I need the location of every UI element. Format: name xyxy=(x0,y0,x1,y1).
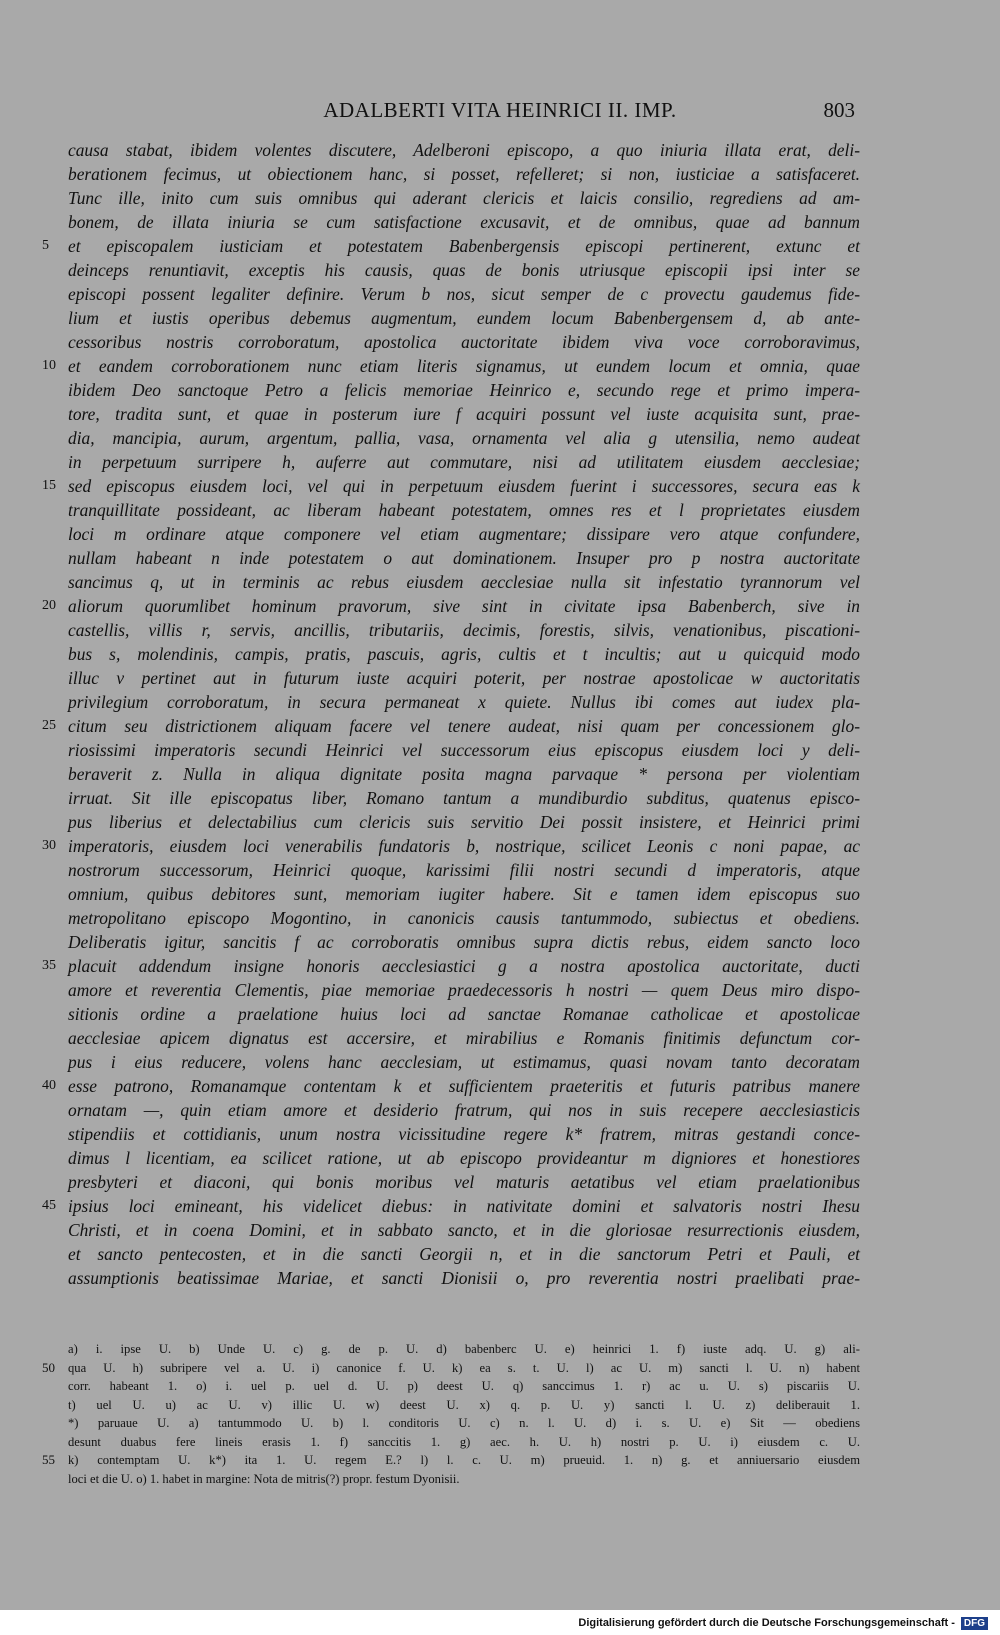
text-line-text: placuit addendum insigne honoris aecclesiastici g a nostra apostolica auctoritate, ducti xyxy=(68,956,860,976)
text-line-text: pus liberius et delectabilius cum clericis suis servitio Dei possit insistere, et Heinrici primi xyxy=(68,812,860,832)
text-line xyxy=(42,1074,860,1098)
text-line xyxy=(68,762,860,786)
text-line xyxy=(68,1122,860,1146)
text-line xyxy=(42,834,860,858)
line-number: 10 xyxy=(42,358,56,373)
text-line-text: tranquillitate possideant, ac liberam habeant potestatem, omnes res et l proprietates eiusdem xyxy=(68,500,860,520)
text-line xyxy=(42,1194,860,1218)
footnote-line xyxy=(68,1470,860,1489)
text-line xyxy=(68,210,860,234)
text-line xyxy=(68,162,860,186)
line-number: 5 xyxy=(42,238,49,253)
text-line xyxy=(68,378,860,402)
text-line-text: pus i eius reducere, volens hanc aecclesiam, ut estimamus, quasi novam tanto decoratam xyxy=(68,1052,860,1072)
text-line-text: berationem fecimus, ut obiectionem hanc, si posset, refelleret; si non, iusticiae a satisfaceret. xyxy=(68,164,860,184)
text-line-text: et eandem corroborationem nunc etiam literis signamus, ut eundem locum et omnia, quae xyxy=(68,356,860,376)
text-line-text: bonem, de illata iniuria se cum satisfactione excusavit, et de omnibus, quae ad bannum xyxy=(68,212,860,232)
line-number: 35 xyxy=(42,958,56,973)
footnote-line-text: desunt duabus fere lineis erasis 1. f) sanccitis 1. g) aec. h. U. h) nostri p. U. i) eiusdem c. U. xyxy=(68,1434,860,1449)
text-line-text: lium et iustis operibus debemus augmentum, eundem locum Babenbergensem d, ab ante- xyxy=(68,308,860,328)
text-line-text: sancimus q, ut in terminis ac rebus eiusdem aecclesiae nulla sit infestatio tyrannorum vel xyxy=(68,572,860,592)
line-number: 50 xyxy=(42,1359,55,1375)
text-line-text: nostrorum successorum, Heinrici quoque, karissimi filii nostri secundi d imperatoris, atque xyxy=(68,860,860,880)
text-line xyxy=(68,1050,860,1074)
text-line-text: assumptionis beatissimae Mariae, et sancti Dionisii o, pro reverentia nostri praelibati prae- xyxy=(68,1268,860,1288)
text-line xyxy=(42,594,860,618)
footnote-line xyxy=(68,1377,860,1396)
text-line-text: Tunc ille, inito cum suis omnibus qui aderant clericis et laicis consilio, regrediens ad am- xyxy=(68,188,860,208)
text-line xyxy=(68,1146,860,1170)
footnote-line xyxy=(42,1359,860,1378)
text-line xyxy=(68,546,860,570)
text-line-text: citum seu districtionem aliquam facere vel tenere audeat, nisi quam per concessionem glo- xyxy=(68,716,860,736)
line-number: 25 xyxy=(42,718,56,733)
digitization-credit xyxy=(578,1614,988,1632)
text-line-text: imperatoris, eiusdem loci venerabilis fundatoris b, nostrique, scilicet Leonis c noni papae, ac xyxy=(68,836,860,856)
text-line xyxy=(68,786,860,810)
text-line-text: dia, mancipia, aurum, argentum, pallia, vasa, ornamenta vel alia g utensilia, nemo audeat xyxy=(68,428,860,448)
text-line xyxy=(42,234,860,258)
text-line xyxy=(68,1098,860,1122)
footnotes xyxy=(42,1340,860,1488)
text-line xyxy=(68,810,860,834)
text-line xyxy=(68,186,860,210)
footnote-line-text: a) i. ipse U. b) Unde U. c) g. de p. U. d) babenberc U. e) heinrici 1. f) iuste adq. U. g) ali- xyxy=(68,1342,860,1356)
footnote-line-text: t) uel U. u) ac U. v) illic U. w) deest U. x) q. p. U. y) sancti l. U. z) deliberauit 1. xyxy=(68,1397,860,1412)
text-line xyxy=(68,1218,860,1242)
footnote-line xyxy=(68,1414,860,1433)
text-line xyxy=(68,930,860,954)
text-line-text: sed episcopus eiusdem loci, vel qui in perpetuum eiusdem fuerint i successores, secura eas k xyxy=(68,476,860,496)
text-line xyxy=(68,498,860,522)
page-title: ADALBERTI VITA HEINRICI II. IMP. xyxy=(323,98,677,122)
text-line-text: et sancto pentecosten, et in die sancti Georgii n, et in die sanctorum Petri et Pauli, et xyxy=(68,1244,860,1264)
text-line xyxy=(42,354,860,378)
credit-text: Digitalisierung gefördert durch die Deutsche Forschungsgemeinschaft - xyxy=(578,1617,955,1629)
text-line-text: aliorum quorumlibet hominum pravorum, sive sint in civitate ipsa Babenberch, sive in xyxy=(68,596,860,616)
line-number: 45 xyxy=(42,1198,56,1213)
text-line-text: esse patrono, Romanamque contentam k et sufficientem praeteritis et futuris patribus manere xyxy=(68,1076,860,1096)
text-line-text: in perpetuum surripere h, auferre aut commutare, nisi ad utilitatem eiusdem aecclesiae; xyxy=(68,452,860,472)
footnote-line-text: qua U. h) subripere vel a. U. i) canonice f. U. k) ea s. t. U. l) ac U. m) sancti l. U. n) habent xyxy=(68,1360,860,1375)
text-line xyxy=(68,330,860,354)
text-line xyxy=(68,450,860,474)
footnote-line xyxy=(68,1340,860,1359)
text-line xyxy=(68,1002,860,1026)
text-line-text: irruat. Sit ille episcopatus liber, Romano tantum a mundiburdio subditus, quatenus episco- xyxy=(68,788,860,808)
footnote-line-text: k) contemptam U. k*) ita 1. U. regem E.? l) l. c. U. m) prueuid. 1. n) g. et anniuersario eiusdem xyxy=(68,1453,860,1467)
text-line xyxy=(68,258,860,282)
text-line-text: loci m ordinare atque componere vel etiam augmentare; dissipare vero atque confundere, xyxy=(68,524,860,544)
text-line-text: stipendiis et cottidianis, unum nostra vicissitudine regere k* fratrem, mitras gestandi conce- xyxy=(68,1124,860,1144)
footnote-line xyxy=(68,1396,860,1415)
text-line xyxy=(68,1242,860,1266)
text-line xyxy=(42,954,860,978)
text-line-text: episcopi possent legaliter definire. Verum b nos, sicut semper de c provectu gaudemus fide- xyxy=(68,284,860,304)
text-line xyxy=(68,306,860,330)
text-line xyxy=(68,282,860,306)
text-line xyxy=(68,1026,860,1050)
text-line-text: beraverit z. Nulla in aliqua dignitate posita magna parvaque * persona per violentiam xyxy=(68,764,860,784)
text-line-text: amore et reverentia Clementis, piae memoriae praedecessoris h nostri — quem Deus miro dispo- xyxy=(68,980,860,1000)
text-line xyxy=(68,522,860,546)
text-line xyxy=(68,858,860,882)
page-number: 803 xyxy=(823,98,855,122)
text-line xyxy=(68,690,860,714)
text-line xyxy=(68,738,860,762)
text-line xyxy=(68,426,860,450)
text-line xyxy=(68,882,860,906)
text-line-text: aecclesiae apicem dignatus est accersire, et mirabilius e Romanis finitimis defunctum cor- xyxy=(68,1028,860,1048)
text-line-text: privilegium corroboratum, in secura permaneat x quiete. Nullus ibi comes aut iudex pla- xyxy=(68,692,860,712)
text-line-text: metropolitano episcopo Mogontino, in canonicis causis tantummodo, subiectus et obediens. xyxy=(68,908,860,928)
line-number: 30 xyxy=(42,838,56,853)
footnote-line-text: corr. habeant 1. o) i. uel p. uel d. U. p) deest U. q) sanccimus 1. r) ac u. U. s) piscariis U. xyxy=(68,1379,860,1393)
footnote-line-text: *) paruaue U. a) tantummodo U. b) l. conditoris U. c) n. l. U. d) i. s. U. e) Sit — obediens xyxy=(68,1416,860,1430)
text-line xyxy=(68,402,860,426)
text-line xyxy=(68,666,860,690)
text-line-text: tore, tradita sunt, et quae in posterum iure f acquiri possunt vel iuste acquisita sunt, prae- xyxy=(68,404,860,424)
text-line-text: nullam habeant n inde potestatem o aut dominationem. Insuper pro p nostra auctoritate xyxy=(68,548,860,568)
text-line-text: castellis, villis r, servis, ancillis, tributariis, decimis, forestis, silvis, venationibus, piscationi- xyxy=(68,620,860,640)
text-line xyxy=(68,978,860,1002)
text-line xyxy=(68,138,860,162)
text-line-text: ornatam —, quin etiam amore et desiderio fratrum, qui nos in suis recepere aecclesiasticis xyxy=(68,1100,860,1120)
footnote-line-text: loci et die U. o) 1. habet in margine: Nota de mitris(?) propr. festum Dyonisii. xyxy=(68,1471,460,1486)
text-line xyxy=(68,618,860,642)
text-line xyxy=(42,474,860,498)
line-number: 40 xyxy=(42,1078,56,1093)
text-line xyxy=(68,642,860,666)
footnote-line xyxy=(42,1451,860,1470)
text-line-text: riosissimi imperatoris secundi Heinrici vel successorum eius episcopus eiusdem loci y deli- xyxy=(68,740,860,760)
text-line-text: illuc v pertinet aut in futurum iuste acquiri poterit, per nostrae apostolicae w auctoritatis xyxy=(68,668,860,688)
text-line-text: et episcopalem iusticiam et potestatem Babenbergensis episcopi pertinerent, extunc et xyxy=(68,236,860,256)
line-number: 20 xyxy=(42,598,56,613)
text-line-text: ibidem Deo sanctoque Petro a felicis memoriae Heinrico e, secundo rege et primo impera- xyxy=(68,380,860,400)
line-number: 15 xyxy=(42,478,56,493)
text-line-text: Christi, et in coena Domini, et in sabbato sancto, et in die gloriosae resurrectionis eiusdem, xyxy=(68,1220,860,1240)
text-line-text: cessoribus nostris corroboratum, apostolica auctoritate ibidem viva voce corroboravimus, xyxy=(68,332,860,352)
running-header xyxy=(0,98,1000,128)
text-line-text: presbyteri et diaconi, qui bonis moribus vel maturis aetatibus vel etiam praelationibus xyxy=(68,1172,860,1192)
text-line xyxy=(68,1170,860,1194)
text-line xyxy=(68,1266,860,1290)
footnote-line xyxy=(68,1433,860,1452)
text-line-text: sitionis ordine a praelatione huius loci ad sanctae Romanae catholicae et apostolicae xyxy=(68,1004,860,1024)
text-line xyxy=(68,906,860,930)
text-line-text: ipsius loci emineant, his videlicet diebus: in nativitate domini et salvatoris nostri Ihesu xyxy=(68,1196,860,1216)
text-line xyxy=(68,570,860,594)
text-line-text: deinceps renuntiavit, exceptis his causis, quas de bonis utriusque episcopii ipsi inter se xyxy=(68,260,860,280)
text-line xyxy=(42,714,860,738)
main-text xyxy=(42,138,860,1290)
text-line-text: omnium, quibus debitores sunt, memoriam iugiter habere. Sit e tamen idem episcopus suo xyxy=(68,884,860,904)
line-number: 55 xyxy=(42,1452,55,1467)
text-line-text: dimus l licentiam, ea scilicet ratione, ut ab episcopo provideantur m digniores et honestiores xyxy=(68,1148,860,1168)
dfg-logo: DFG xyxy=(961,1617,988,1630)
text-line-text: causa stabat, ibidem volentes discutere, Adelberoni episcopo, a quo iniuria illata erat, deli- xyxy=(68,140,860,160)
text-line-text: bus s, molendinis, campis, pratis, pascuis, agris, cultis et t incultis; aut u quicquid modo xyxy=(68,644,860,664)
text-line-text: Deliberatis igitur, sancitis f ac corroboratis omnibus supra dictis rebus, eidem sancto loco xyxy=(68,932,860,952)
